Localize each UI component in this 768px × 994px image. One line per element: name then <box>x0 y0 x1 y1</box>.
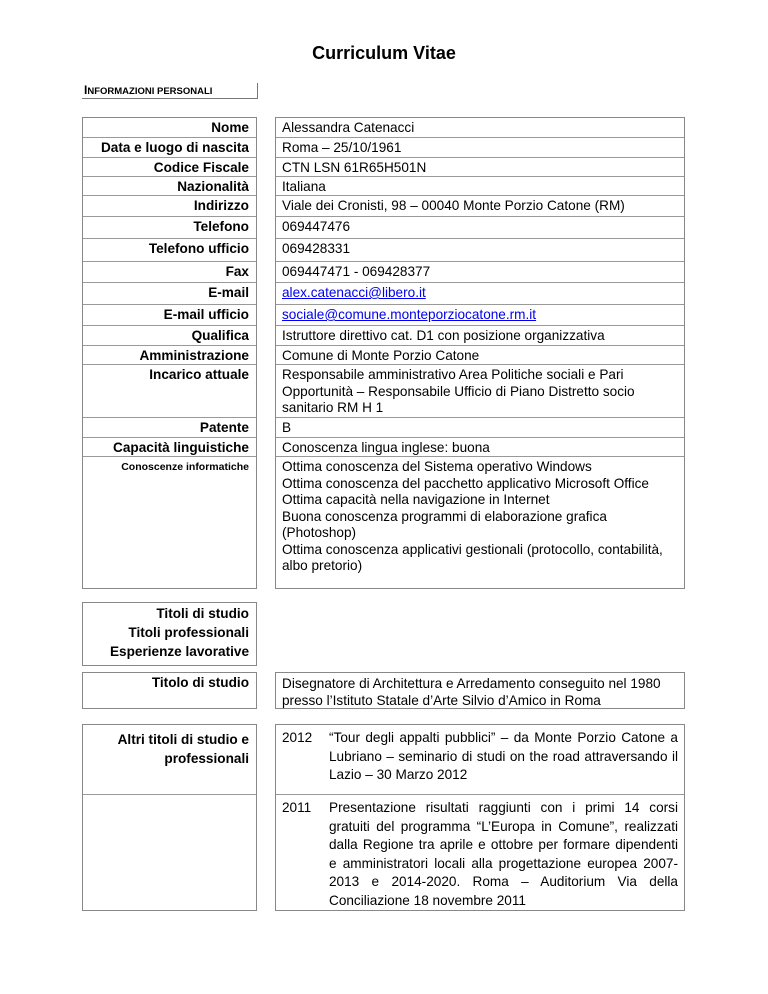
label-incarico-attuale: Incarico attuale <box>83 365 256 418</box>
email-link[interactable]: alex.catenacci@libero.it <box>282 285 426 300</box>
titolo-studio-value: Disegnatore di Architettura e Arredamento conseguito nel 1980 presso l’Istituto Statale d’Arte Silvio d’Amico in Roma <box>282 676 661 708</box>
titolo-studio-value-box <box>275 672 685 709</box>
value-email <box>276 283 684 305</box>
section-header-personal <box>82 83 258 99</box>
section-title: Titoli di studio <box>156 606 249 621</box>
value-indirizzo: Viale dei Cronisti, 98 – 00040 Monte Porzio Catone (RM) <box>276 196 684 217</box>
personal-labels-column <box>82 117 257 589</box>
altri-titoli-label: Altri titoli di studio e professionali <box>83 725 256 795</box>
value-incarico-attuale: Responsabile amministrativo Area Politiche sociali e Pari Opportunità – Responsabile Ufficio di Piano Distretto socio sanitario RM H 1 <box>276 365 684 418</box>
altri-titoli-label-box <box>82 724 257 911</box>
entry-text: “Tour degli appalti pubblici” – da Monte Porzio Catone a Lubriano – seminario di studi on the road attraversando il Lazio – 30 Marzo 2012 <box>329 730 678 782</box>
value-data-e-luogo-di-nascita: Roma – 25/10/1961 <box>276 138 684 158</box>
value-patente: B <box>276 418 684 438</box>
list-item: Ottima conoscenza del Sistema operativo Windows <box>282 459 592 474</box>
label-email: E-mail <box>83 283 256 305</box>
value-telefono-ufficio: 069428331 <box>276 239 684 262</box>
section-title: Titoli professionali <box>128 625 249 640</box>
list-item: Buona conoscenza programmi di elaborazione grafica (Photoshop) <box>282 508 607 540</box>
titolo-studio-label-box <box>82 672 257 709</box>
list-item: Ottima conoscenza applicativi gestionali (protocollo, contabilità, albo pretorio) <box>282 541 663 573</box>
label-indirizzo: Indirizzo <box>83 196 256 217</box>
section-header-label: INFORMAZIONI PERSONALI <box>84 83 213 97</box>
label-telefono-ufficio: Telefono ufficio <box>83 239 256 262</box>
value-qualifica: Istruttore direttivo cat. D1 con posizione organizzativa <box>276 326 684 346</box>
personal-values-column <box>275 117 685 589</box>
empty-label-cell <box>83 795 256 910</box>
label-nome: Nome <box>83 118 256 138</box>
titolo-studio-label: Titolo di studio <box>151 675 249 690</box>
label-nazionalita: Nazionalità <box>83 177 256 196</box>
value-conoscenze-informatiche <box>276 457 684 588</box>
entry-year: 2012 <box>282 730 313 745</box>
label-telefono: Telefono <box>83 217 256 239</box>
entry-2012 <box>276 725 684 795</box>
label-qualifica: Qualifica <box>83 326 256 346</box>
label-codice-fiscale: Codice Fiscale <box>83 158 256 177</box>
altri-titoli-values-box <box>275 724 685 911</box>
label-conoscenze-informatiche: Conoscenze informatiche <box>121 461 249 473</box>
label-fax: Fax <box>83 262 256 283</box>
value-nome: Alessandra Catenacci <box>276 118 684 138</box>
entry-text: Presentazione risultati raggiunti con i primi 14 corsi gratuiti del programma “L’Europa in Comune”, realizzati dalla Regione tra aprile e ottobre per formare dipendenti e amministratori locali alla progettazione europea 2007-2013 e 2014-2020. Roma – Auditorium Via della Conciliazione 18 novembre 2011 <box>329 800 678 908</box>
label-patente: Patente <box>83 418 256 438</box>
label-email-ufficio: E-mail ufficio <box>83 305 256 326</box>
value-codice-fiscale: CTN LSN 61R65H501N <box>276 158 684 177</box>
value-nazionalita: Italiana <box>276 177 684 196</box>
label-data-e-luogo-di-nascita: Data e luogo di nascita <box>83 138 256 158</box>
list-item: Ottima conoscenza del pacchetto applicativo Microsoft Office <box>282 475 649 491</box>
entry-year: 2011 <box>282 800 312 815</box>
label-capacita-linguistiche: Capacità linguistiche <box>83 438 256 457</box>
page-title: Curriculum Vitae <box>312 43 456 63</box>
value-amministrazione: Comune di Monte Porzio Catone <box>276 346 684 365</box>
section-title: Esperienze lavorative <box>109 644 249 659</box>
section-titles-box <box>82 602 257 666</box>
section-titles <box>83 603 256 661</box>
email-link[interactable]: sociale@comune.monteporziocatone.rm.it <box>282 307 537 322</box>
list-item: Ottima capacità nella navigazione in Internet <box>282 492 550 507</box>
value-fax: 069447471 - 069428377 <box>276 262 684 283</box>
label-amministrazione: Amministrazione <box>83 346 256 365</box>
value-telefono: 069447476 <box>276 217 684 239</box>
entry-2011 <box>276 795 684 910</box>
value-capacita-linguistiche: Conoscenza lingua inglese: buona <box>276 438 684 457</box>
value-email-ufficio <box>276 305 684 326</box>
